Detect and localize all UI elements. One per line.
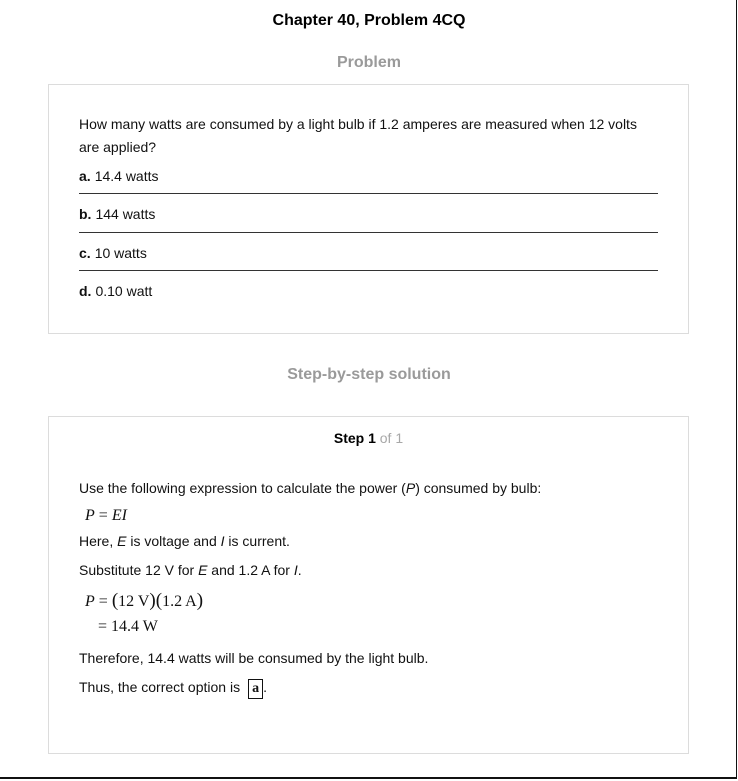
text-span: is voltage and (126, 533, 221, 549)
option-letter: d. (79, 283, 92, 299)
problem-question: How many watts are consumed by a light bulb if 1.2 amperes are measured when 12 volts are applied? (79, 116, 637, 155)
answer-box: a (248, 679, 263, 699)
paren-open: ( (111, 590, 119, 611)
page-title: Chapter 40, Problem 4CQ (272, 12, 466, 29)
option-letter: c. (79, 245, 91, 261)
equation-substitution (85, 590, 203, 612)
step-label (49, 430, 688, 446)
option-b (79, 206, 658, 222)
power-result: 14.4 W (111, 618, 158, 635)
solution-line-2 (79, 530, 290, 553)
variable-i: I (220, 533, 225, 549)
text-span: and 1.2 A for (207, 562, 294, 578)
option-text: 14.4 watts (94, 168, 159, 184)
variable-e: E (198, 562, 208, 578)
text-span: Thus, the correct option is (79, 679, 241, 695)
equals-sign: = (94, 593, 112, 610)
text-span: . (297, 562, 302, 578)
paren-close: ) (149, 590, 156, 611)
problem-card (48, 84, 689, 334)
option-text: 0.10 watt (95, 283, 153, 299)
step-number: Step 1 (333, 430, 376, 446)
option-divider (79, 270, 658, 271)
solution-line-4: Therefore, 14.4 watts will be consumed by the light bulb. (79, 650, 429, 666)
paren-open: ( (155, 590, 163, 611)
current-value: 1.2 A (162, 593, 197, 610)
problem-heading: Problem (336, 54, 401, 71)
option-divider (79, 232, 658, 233)
equals-sign: = (94, 507, 112, 524)
text-span: Substitute 12 V for (79, 562, 199, 578)
solution-card (48, 416, 689, 754)
option-divider (79, 193, 658, 194)
solution-line-5 (79, 676, 267, 699)
equation-power (85, 507, 127, 525)
solution-line-3 (79, 559, 302, 582)
solution-heading: Step-by-step solution (287, 366, 451, 383)
paren-close: ) (196, 590, 204, 611)
option-text: 10 watts (94, 245, 147, 261)
text-span: is current. (224, 533, 290, 549)
step-total: of 1 (379, 430, 404, 446)
equals-sign: = (98, 618, 112, 635)
option-letter: b. (79, 206, 92, 222)
variable-p: P (405, 480, 416, 496)
variable-p: P (85, 507, 95, 524)
variable-e: E (117, 533, 127, 549)
variable-ei: EI (111, 507, 127, 524)
option-a (79, 168, 658, 184)
text-span: ) consumed by bulb: (415, 480, 542, 496)
option-letter: a. (79, 168, 91, 184)
option-text: 144 watts (95, 206, 156, 222)
option-c (79, 245, 658, 261)
variable-p: P (85, 593, 95, 610)
equation-result (98, 618, 158, 636)
text-span: Use the following expression to calculate the power ( (79, 480, 406, 496)
voltage-value: 12 V (118, 593, 150, 610)
solution-line-1 (79, 477, 541, 500)
variable-i: I (293, 562, 298, 578)
option-d (79, 283, 658, 299)
text-span: . (263, 679, 267, 695)
text-span: Here, (79, 533, 118, 549)
